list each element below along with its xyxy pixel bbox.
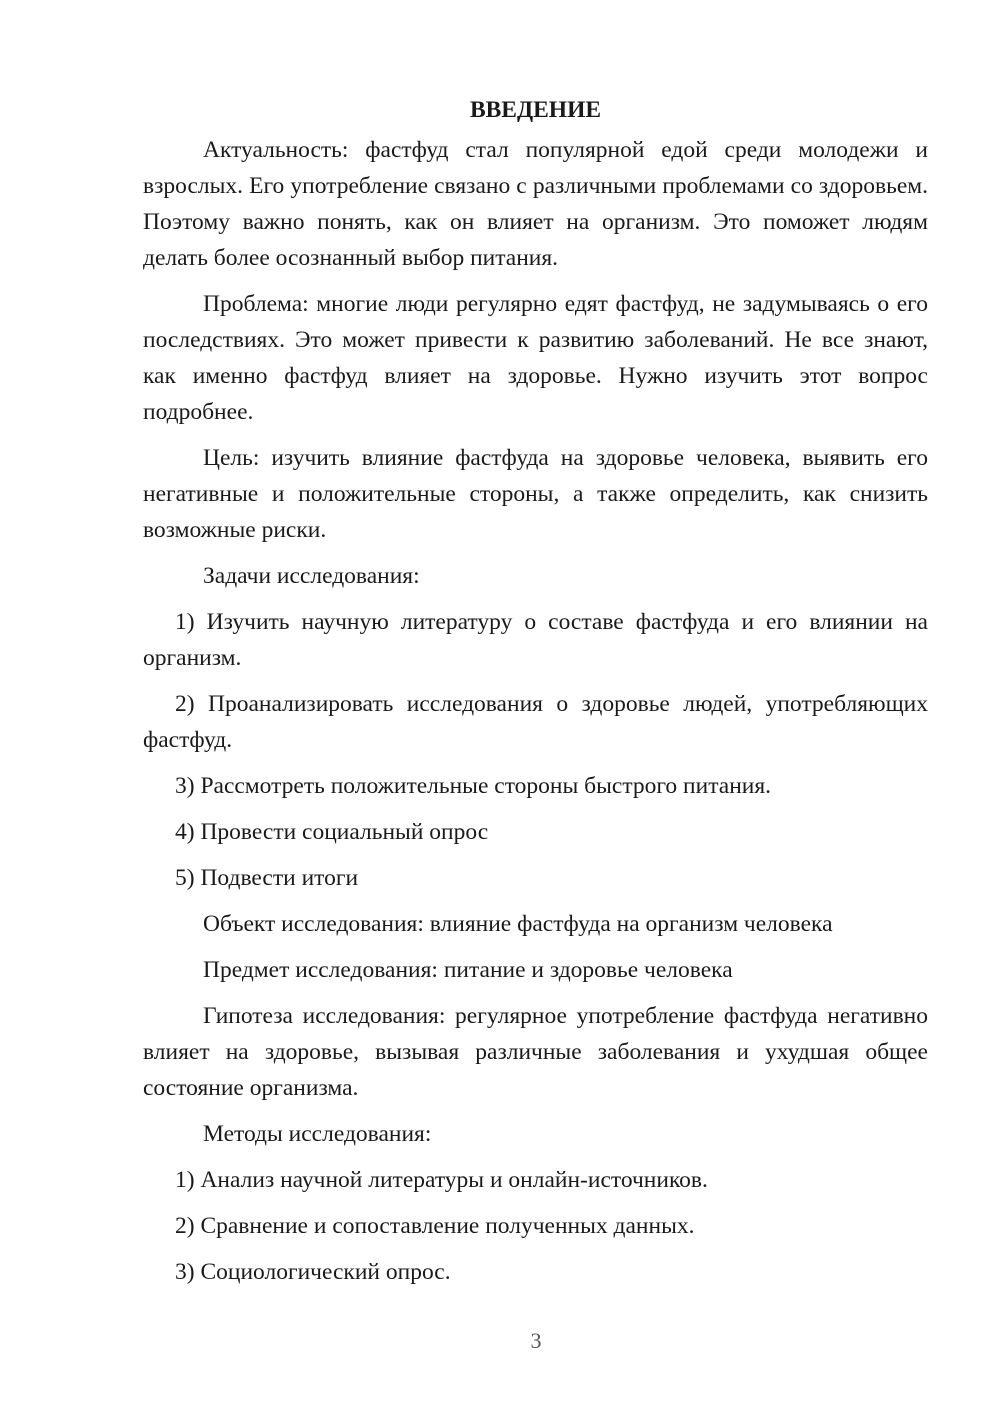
tasks-heading: Задачи исследования: bbox=[203, 563, 420, 589]
section-title: ВВЕДЕНИЕ bbox=[469, 97, 602, 123]
research-subject: Предмет исследования: питание и здоровье человека bbox=[203, 957, 733, 983]
task-item-4: 4) Провести социальный опрос bbox=[175, 819, 489, 845]
page-content bbox=[143, 92, 928, 1300]
task-item-5: 5) Подвести итоги bbox=[175, 865, 359, 891]
paragraph-relevance: Актуальность: фастфуд стал популярной едой среди молодежи и взрослых. Его употребление связано с различными проблемами со здоровьем. Поэтому важно понять, как он влияет на организм. Это поможет людям делать более осознанный выбор питания. bbox=[143, 137, 928, 271]
method-item-2: 2) Сравнение и сопоставление полученных данных. bbox=[175, 1213, 695, 1239]
method-item-1: 1) Анализ научной литературы и онлайн-источников. bbox=[175, 1167, 708, 1193]
task-item-3: 3) Рассмотреть положительные стороны быстрого питания. bbox=[175, 773, 772, 799]
research-object: Объект исследования: влияние фастфуда на организм человека bbox=[203, 911, 833, 937]
paragraph-problem: Проблема: многие люди регулярно едят фастфуд, не задумываясь о его последствиях. Это может привести к развитию заболеваний. Не все знают, как именно фастфуд влияет на здоровье. Нужно изучить этот вопрос подробнее. bbox=[143, 291, 928, 425]
page-number: 3 bbox=[530, 1328, 542, 1353]
task-item-2: 2) Проанализировать исследования о здоровье людей, употребляющих фастфуд. bbox=[143, 691, 928, 753]
paragraph-goal: Цель: изучить влияние фастфуда на здоровье человека, выявить его негативные и положительные стороны, а также определить, как снизить возможные риски. bbox=[143, 445, 928, 543]
methods-heading: Методы исследования: bbox=[203, 1121, 432, 1147]
method-item-3: 3) Социологический опрос. bbox=[175, 1259, 451, 1285]
research-hypothesis: Гипотеза исследования: регулярное употребление фастфуда негативно влияет на здоровье, вызывая различные заболевания и ухудшая общее состояние организма. bbox=[143, 1003, 928, 1101]
task-item-1: 1) Изучить научную литературу о составе фастфуда и его влиянии на организм. bbox=[143, 609, 928, 671]
